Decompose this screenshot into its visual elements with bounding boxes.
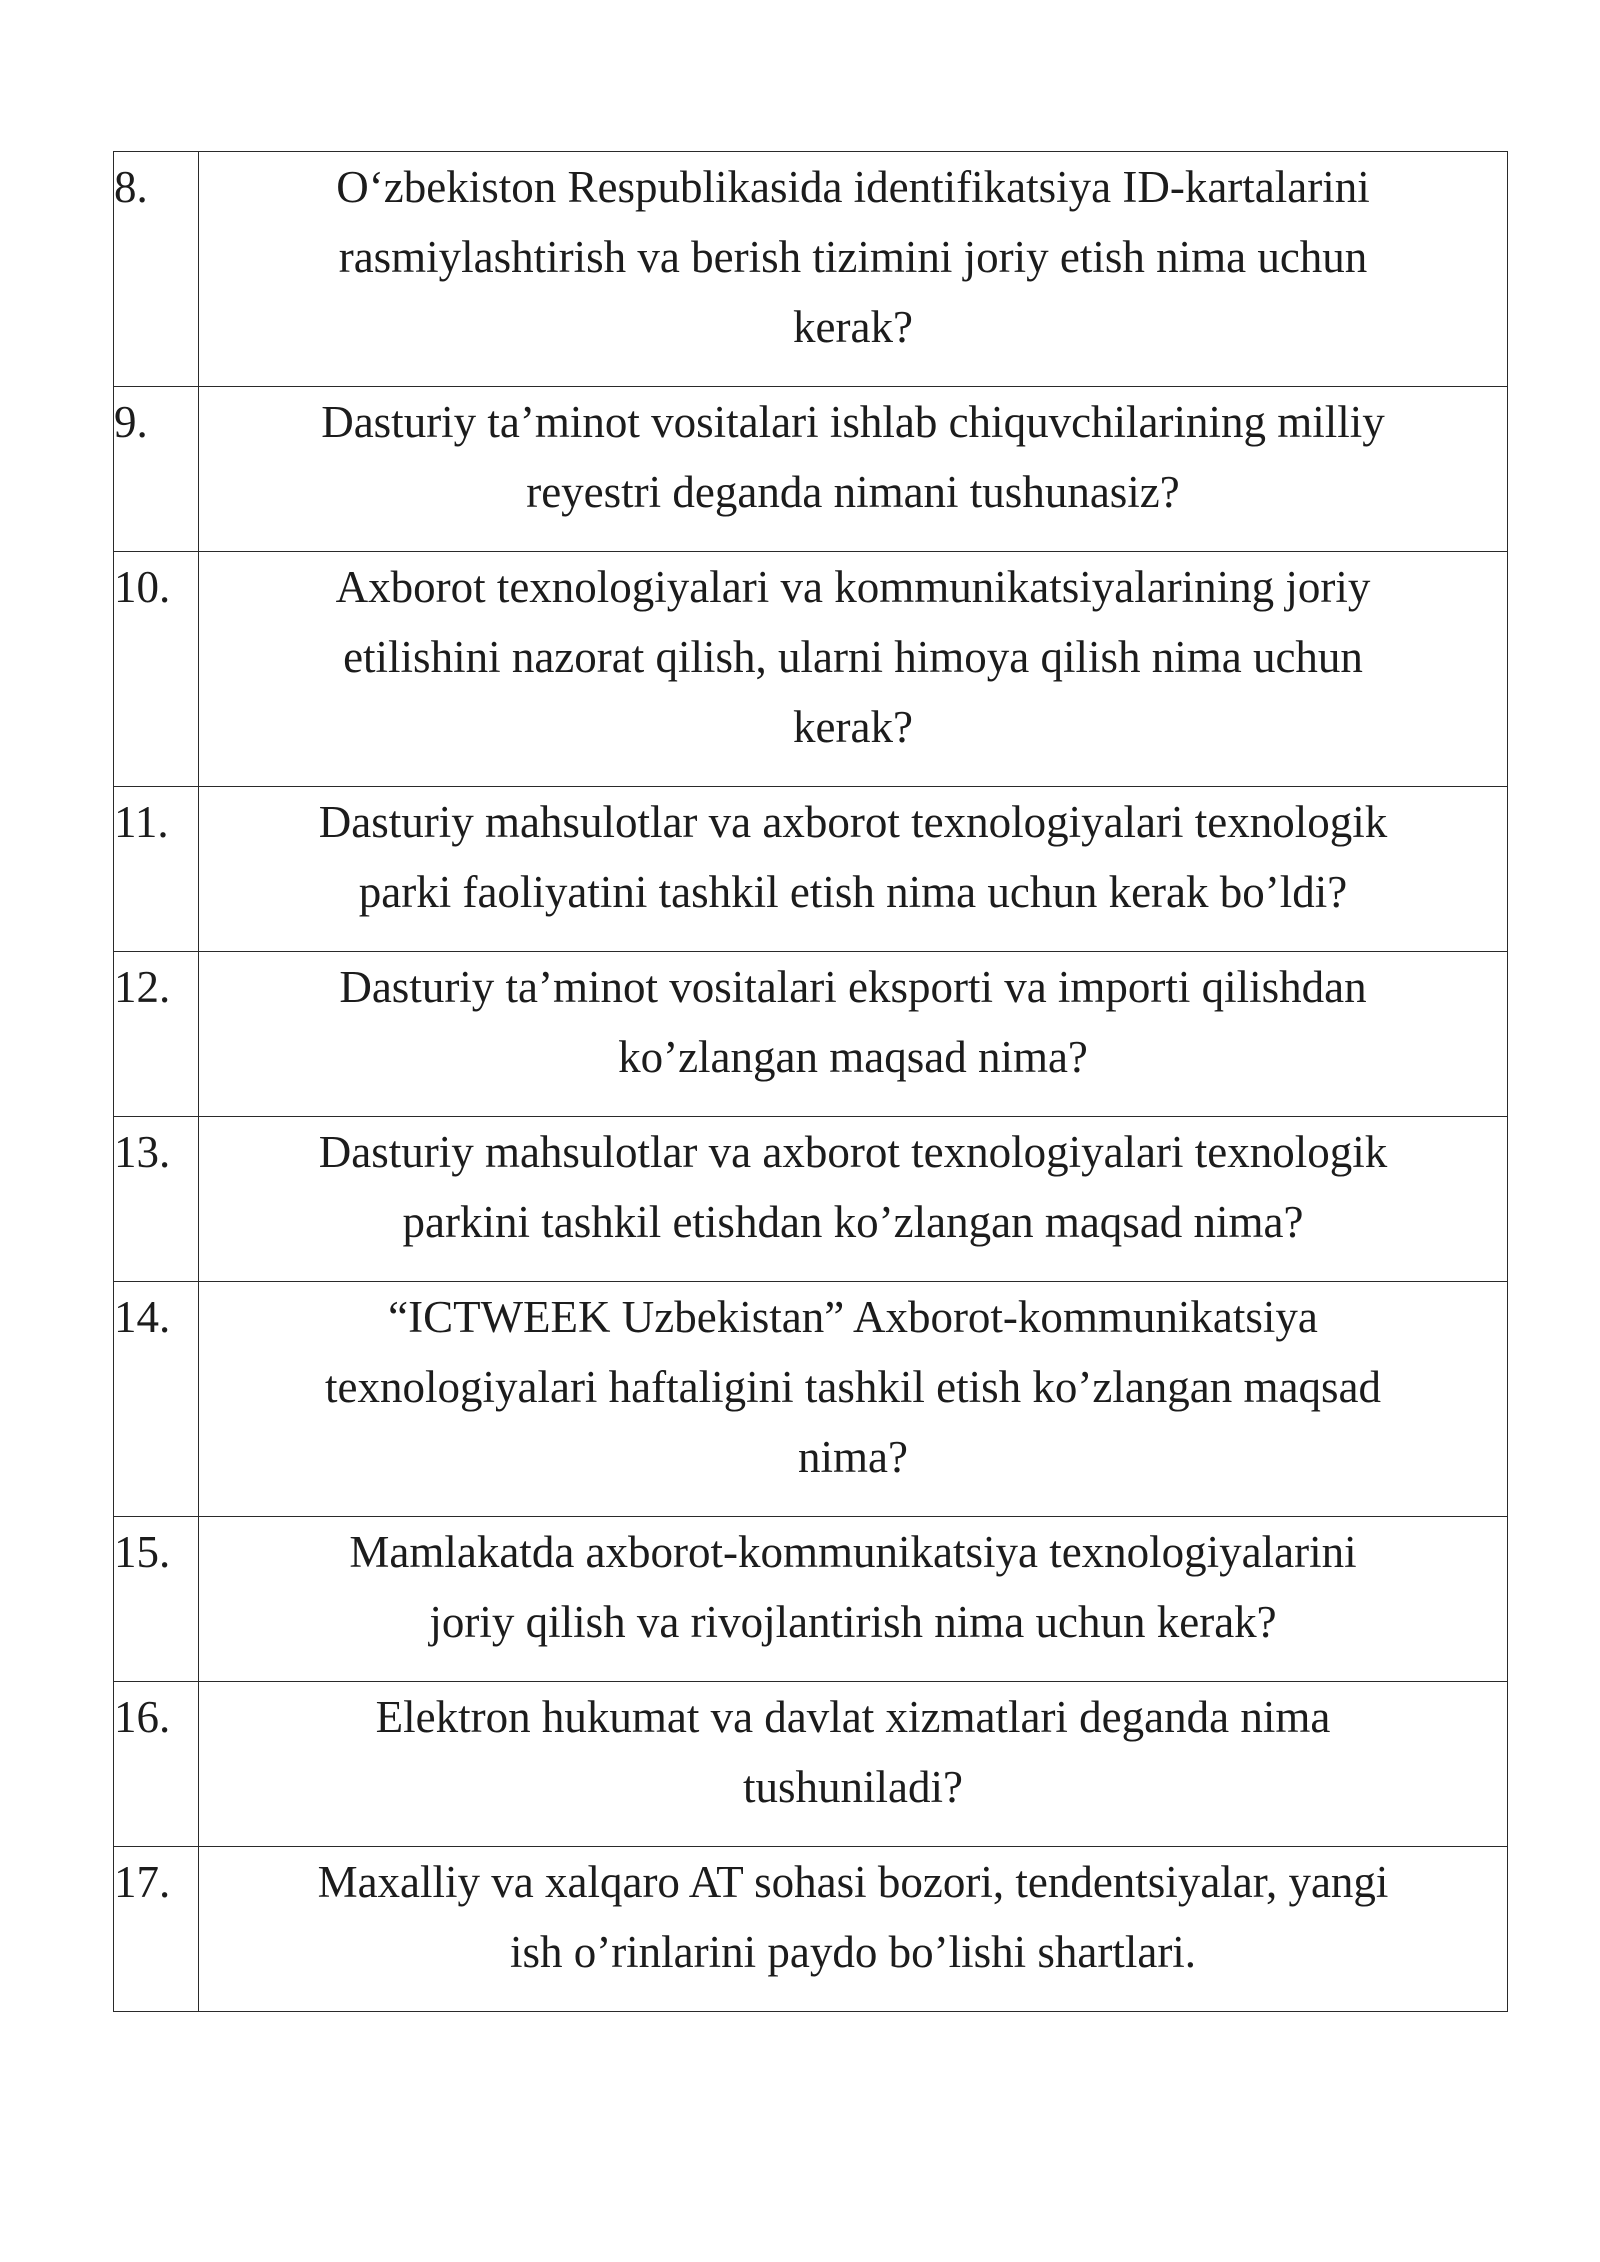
question-line: “ICTWEEK Uzbekistan” Axborot-kommunikatsiya bbox=[388, 1292, 1318, 1342]
question-number: 8. bbox=[114, 152, 199, 387]
question-line: Maxalliy va xalqaro AT sohasi bozori, tendentsiyalar, yangi bbox=[317, 1857, 1389, 1907]
question-line: Elektron hukumat va davlat xizmatlari deganda nima bbox=[375, 1692, 1331, 1742]
question-line: texnologiyalari haftaligini tashkil etish ko’zlangan maqsad bbox=[325, 1362, 1381, 1412]
question-number: 11. bbox=[114, 787, 199, 952]
question-text bbox=[199, 387, 1508, 552]
question-text bbox=[199, 1117, 1508, 1282]
table-row bbox=[114, 552, 1508, 787]
question-text bbox=[199, 787, 1508, 952]
questions-table bbox=[113, 151, 1508, 2012]
question-line: tushuniladi? bbox=[743, 1762, 963, 1812]
question-line: kerak? bbox=[793, 302, 913, 352]
question-line: Dasturiy mahsulotlar va axborot texnologiyalari texnologik bbox=[318, 797, 1388, 847]
question-number: 10. bbox=[114, 552, 199, 787]
table-row bbox=[114, 1682, 1508, 1847]
question-line: O‘zbekiston Respublikasida identifikatsiya ID-kartalarini bbox=[336, 162, 1370, 212]
question-line: Dasturiy ta’minot vositalari ishlab chiquvchilarining milliy bbox=[321, 397, 1385, 447]
question-line: rasmiylashtirish va berish tizimini joriy etish nima uchun bbox=[338, 232, 1368, 282]
question-text bbox=[199, 1682, 1508, 1847]
question-text bbox=[199, 1517, 1508, 1682]
question-number: 13. bbox=[114, 1117, 199, 1282]
question-line: joriy qilish va rivojlantirish nima uchun kerak? bbox=[429, 1597, 1277, 1647]
question-line: Mamlakatda axborot-kommunikatsiya texnologiyalarini bbox=[349, 1527, 1357, 1577]
question-text bbox=[199, 552, 1508, 787]
question-text bbox=[199, 1847, 1508, 2012]
question-line: etilishini nazorat qilish, ularni himoya qilish nima uchun bbox=[343, 632, 1363, 682]
table-row bbox=[114, 387, 1508, 552]
question-text bbox=[199, 1282, 1508, 1517]
question-text bbox=[199, 152, 1508, 387]
question-number: 16. bbox=[114, 1682, 199, 1847]
table-row bbox=[114, 787, 1508, 952]
question-line: kerak? bbox=[793, 702, 913, 752]
table-row bbox=[114, 952, 1508, 1117]
question-text bbox=[199, 952, 1508, 1117]
table-row bbox=[114, 1282, 1508, 1517]
question-line: nima? bbox=[798, 1432, 908, 1482]
question-number: 9. bbox=[114, 387, 199, 552]
question-number: 17. bbox=[114, 1847, 199, 2012]
question-line: Dasturiy mahsulotlar va axborot texnologiyalari texnologik bbox=[318, 1127, 1388, 1177]
table-row bbox=[114, 1117, 1508, 1282]
question-line: ko’zlangan maqsad nima? bbox=[618, 1032, 1088, 1082]
question-line: Dasturiy ta’minot vositalari eksporti va importi qilishdan bbox=[339, 962, 1367, 1012]
table-row bbox=[114, 1847, 1508, 2012]
question-line: parkini tashkil etishdan ko’zlangan maqsad nima? bbox=[402, 1197, 1304, 1247]
table-row bbox=[114, 152, 1508, 387]
question-line: Axborot texnologiyalari va kommunikatsiyalarining joriy bbox=[335, 562, 1371, 612]
question-line: ish o’rinlarini paydo bo’lishi shartlari. bbox=[509, 1927, 1197, 1977]
table-row bbox=[114, 1517, 1508, 1682]
question-number: 14. bbox=[114, 1282, 199, 1517]
question-line: reyestri deganda nimani tushunasiz? bbox=[526, 467, 1180, 517]
question-number: 15. bbox=[114, 1517, 199, 1682]
question-line: parki faoliyatini tashkil etish nima uchun kerak bo’ldi? bbox=[358, 867, 1348, 917]
question-number: 12. bbox=[114, 952, 199, 1117]
